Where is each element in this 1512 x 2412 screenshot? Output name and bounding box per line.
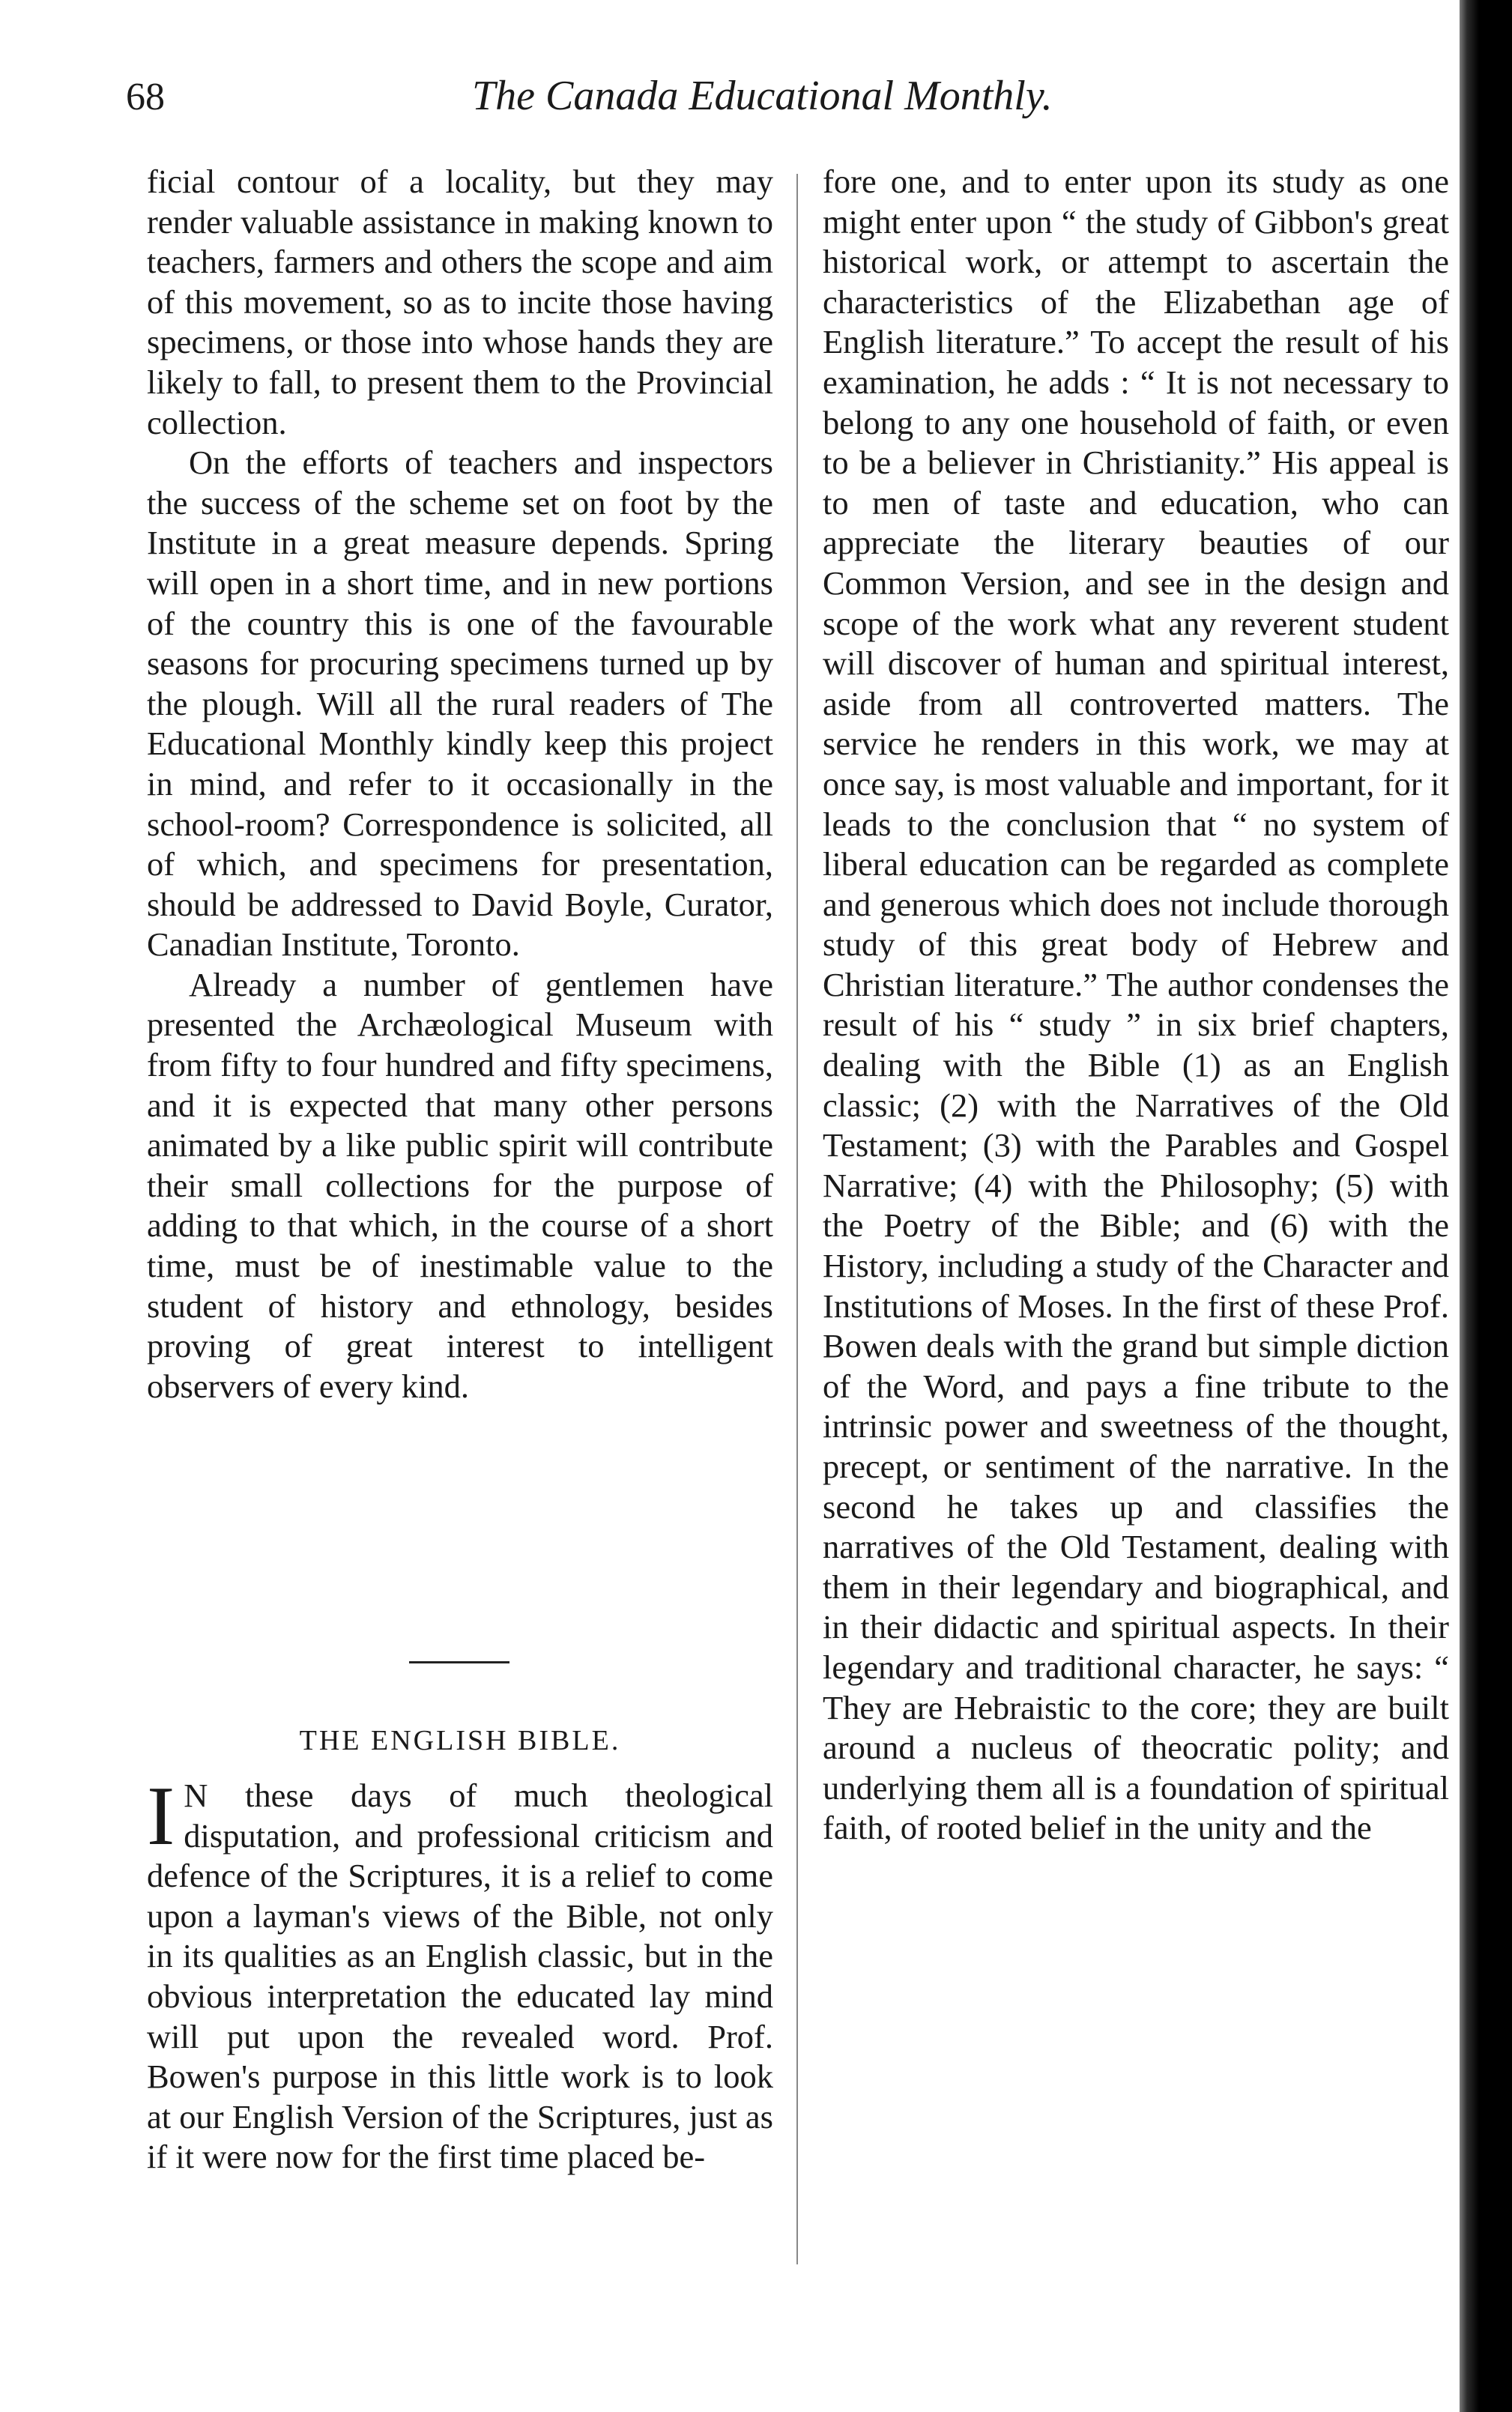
scan-edge-shadow xyxy=(1460,0,1512,2412)
drop-cap: I xyxy=(147,1770,175,1863)
left-paragraph-4-text: N these days of much theological disputation, and professional criticism and defence of the Scriptures, it is a relief to come upon a layman's views of the Bible, not only in its qualities as an English classic, but in the obvious interpretation the educated lay mind will put upon the revealed word. Prof. Bowen's purpose in this little work is to look at our English Version of the Scriptures, just as if it were now for the first time placed be- xyxy=(147,1777,773,2176)
left-paragraph-4 xyxy=(147,1770,773,2177)
right-paragraph-1: fore one, and to enter upon its study as one might enter upon “ the study of Gibbon's great historical work, or attempt to ascertain the characteristics of the Elizabethan age of English literature.” To accept the result of his examination, he adds : “ It is not necessary to belong to any one household of faith, or even to be a believer in Christianity.” His appeal is to men of taste and education, who can appreciate the literary beauties of our Common Version, and see in the design and scope of the work what any reverent student will discover of human and spiritual interest, aside from all controverted matters. The service he renders in this work, we may at once say, is most valuable and important, for it leads to the conclusion that “ no system of liberal education can be regarded as complete and generous which does not include thorough study of this great body of Hebrew and Christian literature.” The author condenses the result of his “ study ” in six brief chapters, dealing with the Bible (1) as an English classic; (2) with the Narratives of the Old Testament; (3) with the Parables and Gospel Narrative; (4) with the Philosophy; (5) with the Poetry of the Bible; and (6) with the History, including a study of the Character and Institutions of Moses. In the first of these Prof. Bowen deals with the grand but simple diction of the Word, and pays a fine tribute to the intrinsic power and sweetness of the thought, precept, or sentiment of the narrative. In the second he takes up and classifies the narratives of the Old Testament, dealing with them in their legendary and biographical, and in their didactic and spiritual aspects. In their legendary and traditional character, he says: “ They are Hebraistic to the core; they are built around a nucleus of theocratic polity; and underlying them all is a foundation of spiritual faith, of rooted belief in the unity and the xyxy=(823,163,1449,1847)
left-column-bottom xyxy=(147,1770,773,2177)
left-paragraph-1: ficial contour of a locality, but they may render valuable assistance in making known to teachers, farmers and others the scope and aim of this movement, so as to incite those having specimens, or those into whose hands they are likely to fall, to present them to the Provincial collection. xyxy=(147,163,773,441)
left-paragraph-2: On the efforts of teachers and inspectors the success of the scheme set on foot by the Institute in a great measure depends. Spring will open in a short time, and in new portions of the country this is one of the favourable seasons for procuring specimens turned up by the plough. Will all the rural readers of The Educational Monthly kindly keep this project in mind, and refer to it occasionally in the school-room? Correspondence is solicited, all of which, and specimens for presentation, should be addressed to David Boyle, Curator, Canadian Institute, Toronto. xyxy=(147,444,773,964)
left-column-top xyxy=(147,162,773,1406)
left-paragraph-3: Already a number of gentlemen have presented the Archæological Museum with from fifty to four hundred and fifty specimens, and it is expected that many other persons animated by a like public spirit will contribute their small collections for the purpose of adding to that which, in the course of a short time, must be of inestimable value to the student of history and ethnology, besides proving of great interest to intelligent observers of every kind. xyxy=(147,965,773,1405)
page-number: 68 xyxy=(126,76,165,118)
section-divider xyxy=(409,1661,509,1663)
right-column xyxy=(823,162,1449,1849)
running-title: The Canada Educational Monthly. xyxy=(472,73,1053,119)
column-divider xyxy=(796,174,798,2264)
section-heading: THE ENGLISH BIBLE. xyxy=(299,1725,621,1756)
